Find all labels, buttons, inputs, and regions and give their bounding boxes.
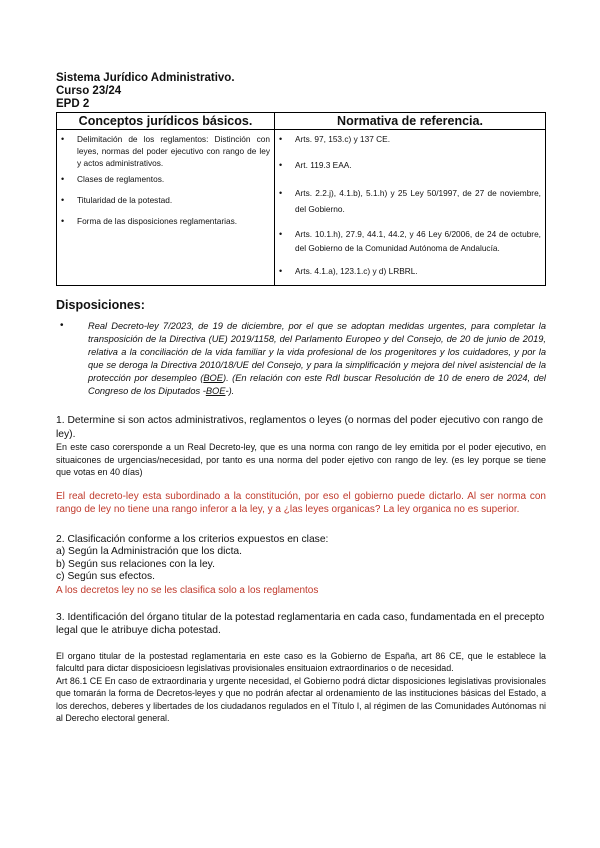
disposicion-end: -).: [225, 386, 235, 396]
document-body: [56, 72, 546, 725]
question-3: 3. Identificación del órgano titular de la potestad reglamentaria en cada caso, fundamentada en el precepto legal que le atribuye dicha potestad.: [56, 611, 545, 636]
answer-3: El organo titular de la postestad reglamentaria en este caso es la Gobierno de España, art 86 CE, que le establece la falcultd para dictar disposicioesn legislativas provisionales ensituaion extraordinarios o de necesidad.: [56, 650, 546, 673]
criterion-a: a) Según la Administración que los dicta.: [56, 546, 243, 557]
criterion-b: b) Según sus relaciones con la ley.: [56, 558, 215, 570]
reference-table: [56, 112, 546, 286]
norm-item: • Arts. 97, 153.c) y 137 CE.: [279, 133, 541, 145]
note-1: El real decreto-ley esta subordinado a la constitución, por eso el gobierno puede dictarlo. Al ser norma con rango de ley no tiene una rango inferor a la ley, y a ¿las leyes organicas? La ley organica no es superior.: [56, 490, 546, 515]
concept-item: • Delimitación de los reglamentos: Distinción con leyes, normas del poder ejecutivo con rango de ley y actos administrativos.: [61, 133, 270, 169]
norms-cell: [275, 130, 546, 286]
answer-3-article: Art 86.1 CE En caso de extraordinaria y urgente necesidad, el Gobierno podrá dictar disposiciones legislativas provisionales que tomarán la forma de Decretos-leyes y que no podrán afectar al ordenamiento de las instituciones básicas del Estado, a los derechos, deberes y libertades de los ciudadanos regulados en el Título I, al régimen de las Comunidades Autónomas ni al Derecho electoral general.: [56, 675, 546, 723]
criterion-c: c) Según sus efectos.: [56, 571, 156, 582]
norms-header: Normativa de referencia.: [275, 113, 546, 130]
concepts-cell: [57, 130, 275, 286]
concepts-header: Conceptos jurídicos básicos.: [57, 113, 275, 130]
norm-item: • Arts. 2.2.j), 4.1.b), 5.1.h) y 25 Ley 50/1997, de 27 de noviembre, del Gobierno.: [279, 185, 541, 217]
epd-label: EPD 2: [56, 98, 90, 110]
concept-item: • Titularidad de la potestad.: [61, 194, 270, 206]
disposicion-item: [56, 320, 546, 398]
question-2: 2. Clasificación conforme a los criterios expuestos en clase:: [56, 533, 329, 545]
bullet-icon: •: [60, 320, 64, 331]
disposicion-text: Real Decreto-ley 7/2023, de 19 de diciembre, por el que se adoptan medidas urgentes, para completar la transposición de la Directiva (UE) 2019/1158, del Parlamento Europeo y del Consejo, de 20 de junio de 2019, relativa a la conciliación de la vida familiar y la vida profesional de los progenitores y los cuidadores, y por la que se deroga la Directiva 2010/18/UE del Consejo, y para la simplificación y mejora del nivel asistencial de la protección por desempleo (: [88, 321, 546, 383]
norm-item: • Arts. 4.1.a), 123.1.c) y d) LRBRL.: [279, 265, 541, 277]
norm-item: • Arts. 10.1.h), 27.9, 44.1, 44.2, y 46 Ley 6/2006, de 24 de octubre, del Gobierno de la Comunidad Autónoma de Andalucía.: [279, 227, 541, 255]
course-title: Sistema Jurídico Administrativo.: [56, 72, 235, 84]
disposiciones-title: Disposiciones:: [56, 298, 145, 312]
concept-item: • Forma de las disposiciones reglamentarias.: [61, 215, 270, 227]
note-2: A los decretos ley no se les clasifica solo a los reglamentos: [56, 584, 319, 596]
boe-link[interactable]: BOE: [203, 373, 223, 383]
question-1: 1. Determine si son actos administrativos, reglamentos o leyes (o normas del poder ejecutivo con rango de ley).: [56, 415, 544, 440]
course-year: Curso 23/24: [56, 85, 122, 97]
disposicion-mid: ). (En relación con este RdI buscar Resolución de 10 de enero de 2024, del Congreso de los Diputados -: [88, 373, 546, 396]
answer-1: En este caso corersponde a un Real Decreto-ley, que es una norma con rango de ley emitida por el poder ejecutivo, en situaicones de urgencias/necesidad, por tanto es una norma del poder ejetivo con rango de ley. (es ley porque se tiene que votas en 40 días): [56, 442, 546, 477]
boe-link-resolucion[interactable]: BOE: [205, 386, 226, 396]
norm-item: • Art. 119.3 EAA.: [279, 159, 541, 171]
concept-item: • Clases de reglamentos.: [61, 173, 270, 185]
